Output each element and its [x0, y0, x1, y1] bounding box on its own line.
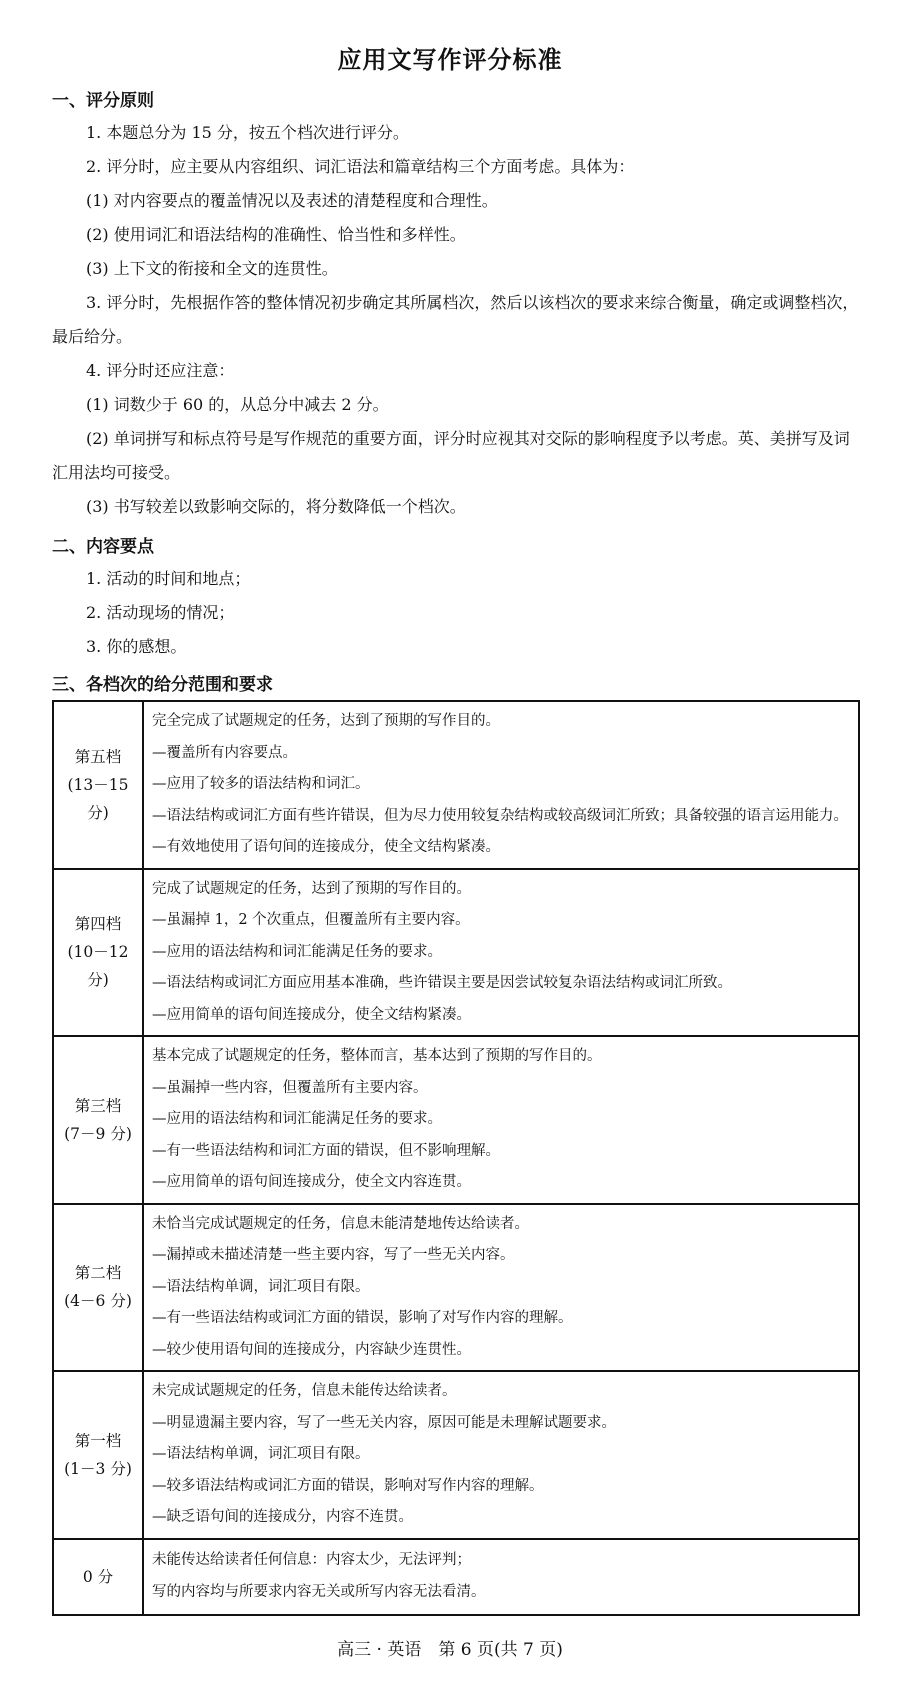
principle-3-line1: 3. 评分时，先根据作答的整体情况初步确定其所属档次，然后以该档次的要求来综合衡量，确定或调整档次， — [86, 293, 859, 312]
section3-heading: 三、各档次的给分范围和要求 — [52, 675, 273, 695]
band-range: (4－6 分) — [64, 1292, 132, 1311]
band-desc-line: 未能传达给读者任何信息：内容太少，无法评判； — [152, 1552, 471, 1568]
band-desc-line: —应用的语法结构和词汇能满足任务的要求。 — [152, 1111, 442, 1127]
principle-2c: (3) 上下文的衔接和全文的连贯性。 — [86, 259, 338, 278]
band-desc-line: —虽漏掉 1，2 个次重点，但覆盖所有主要内容。 — [152, 912, 470, 928]
principle-3-line2: 最后给分。 — [52, 327, 133, 346]
band-range: (10－12 分) — [67, 943, 129, 990]
band-description — [143, 1371, 859, 1539]
band-desc-line: —应用简单的语句间连接成分，使全文结构紧凑。 — [152, 1006, 471, 1023]
band-desc-line: —应用了较多的语法结构和词汇。 — [152, 776, 370, 792]
band-desc-line: —应用简单的语句间连接成分，使全文内容连贯。 — [152, 1174, 471, 1190]
content-point-2: 2. 活动现场的情况； — [86, 603, 235, 622]
section2-heading: 二、内容要点 — [52, 537, 154, 557]
band-level: 0 分 — [82, 1567, 114, 1586]
band-row-0 — [53, 1539, 859, 1615]
band-desc-line: 完全完成了试题规定的任务，达到了预期的写作目的。 — [152, 713, 500, 729]
band-desc-line: —语法结构或词汇方面应用基本准确，些许错误主要是因尝试较复杂语法结构或词汇所致。 — [152, 975, 732, 991]
band-level: 第三档 — [74, 1096, 122, 1115]
content-point-1: 1. 活动的时间和地点； — [86, 569, 251, 588]
band-desc-line: 写的内容均与所要求内容无关或所写内容无法看清。 — [152, 1583, 486, 1600]
band-desc-line: —有一些语法结构和词汇方面的错误，但不影响理解。 — [152, 1142, 500, 1159]
band-desc-line: 完成了试题规定的任务，达到了预期的写作目的。 — [152, 880, 471, 897]
principle-4b-line2: 汇用法均可接受。 — [52, 463, 181, 482]
band-description — [143, 1539, 859, 1615]
band-desc-line: 基本完成了试题规定的任务，整体而言，基本达到了预期的写作目的。 — [152, 1048, 602, 1064]
band-range: (13－15 分) — [67, 775, 129, 822]
band-level-cell — [53, 1204, 143, 1372]
band-desc-line: 未恰当完成试题规定的任务，信息未能清楚地传达给读者。 — [152, 1215, 529, 1232]
band-desc-line: —明显遗漏主要内容，写了一些无关内容，原因可能是未理解试题要求。 — [152, 1414, 616, 1431]
band-row-2 — [53, 1204, 859, 1372]
page-title: 应用文写作评分标准 — [337, 46, 563, 74]
band-level: 第二档 — [74, 1264, 122, 1283]
page-footer: 高三 · 英语 第 6 页(共 7 页) — [337, 1640, 563, 1660]
band-desc-line: —有一些语法结构或词汇方面的错误，影响了对写作内容的理解。 — [152, 1310, 573, 1326]
band-level-cell — [53, 701, 143, 869]
band-row-5 — [53, 701, 859, 869]
band-level: 第一档 — [74, 1431, 122, 1450]
band-level-cell — [53, 1371, 143, 1539]
principle-4: 4. 评分时还应注意： — [86, 361, 235, 380]
band-row-4 — [53, 869, 859, 1037]
principle-2: 2. 评分时，应主要从内容组织、词汇语法和篇章结构三个方面考虑。具体为： — [86, 157, 635, 176]
section1-heading: 一、评分原则 — [52, 91, 154, 111]
band-row-3 — [53, 1036, 859, 1204]
band-description — [143, 869, 859, 1037]
band-level-cell — [53, 1539, 143, 1615]
band-desc-line: —漏掉或未描述清楚一些主要内容，写了一些无关内容。 — [152, 1247, 515, 1263]
band-row-1 — [53, 1371, 859, 1539]
band-description — [143, 1036, 859, 1204]
principle-2a: (1) 对内容要点的覆盖情况以及表述的清楚程度和合理性。 — [86, 191, 498, 210]
band-desc-line: —较多语法结构或词汇方面的错误，影响对写作内容的理解。 — [152, 1477, 544, 1494]
principle-2b: (2) 使用词汇和语法结构的准确性、恰当性和多样性。 — [86, 225, 466, 244]
principle-4b-line1: (2) 单词拼写和标点符号是写作规范的重要方面，评分时应视其对交际的影响程度予以考虑。英、美拼写及词 — [86, 429, 850, 448]
band-desc-line: —语法结构单调，词汇项目有限。 — [152, 1446, 370, 1462]
band-range: (7－9 分) — [64, 1124, 132, 1143]
band-range: (1－3 分) — [64, 1459, 132, 1478]
band-level: 第四档 — [74, 915, 122, 934]
band-desc-line: —语法结构或词汇方面有些许错误，但为尽力使用较复杂结构或较高级词汇所致；具备较强的语言运用能力。 — [152, 807, 848, 824]
band-desc-line: —较少使用语句间的连接成分，内容缺少连贯性。 — [152, 1341, 471, 1358]
band-desc-line: 未完成试题规定的任务，信息未能传达给读者。 — [152, 1383, 457, 1399]
band-desc-line: —应用的语法结构和词汇能满足任务的要求。 — [152, 943, 442, 960]
band-desc-line: —缺乏语句间的连接成分，内容不连贯。 — [152, 1509, 413, 1525]
band-level-cell — [53, 1036, 143, 1204]
band-desc-line: —语法结构单调，词汇项目有限。 — [152, 1278, 370, 1295]
band-desc-line: —虽漏掉一些内容，但覆盖所有主要内容。 — [152, 1079, 428, 1096]
band-level-cell — [53, 869, 143, 1037]
grading-table — [52, 700, 860, 1616]
content-point-3: 3. 你的感想。 — [86, 637, 187, 656]
band-desc-line: —覆盖所有内容要点。 — [152, 744, 297, 761]
band-desc-line: —有效地使用了语句间的连接成分，使全文结构紧凑。 — [152, 839, 500, 855]
principle-4c: (3) 书写较差以致影响交际的，将分数降低一个档次。 — [86, 497, 466, 516]
band-description — [143, 1204, 859, 1372]
principle-4a: (1) 词数少于 60 的，从总分中减去 2 分。 — [86, 395, 389, 414]
principle-1: 1. 本题总分为 15 分，按五个档次进行评分。 — [86, 123, 409, 142]
band-level: 第五档 — [74, 747, 122, 766]
band-description — [143, 701, 859, 869]
